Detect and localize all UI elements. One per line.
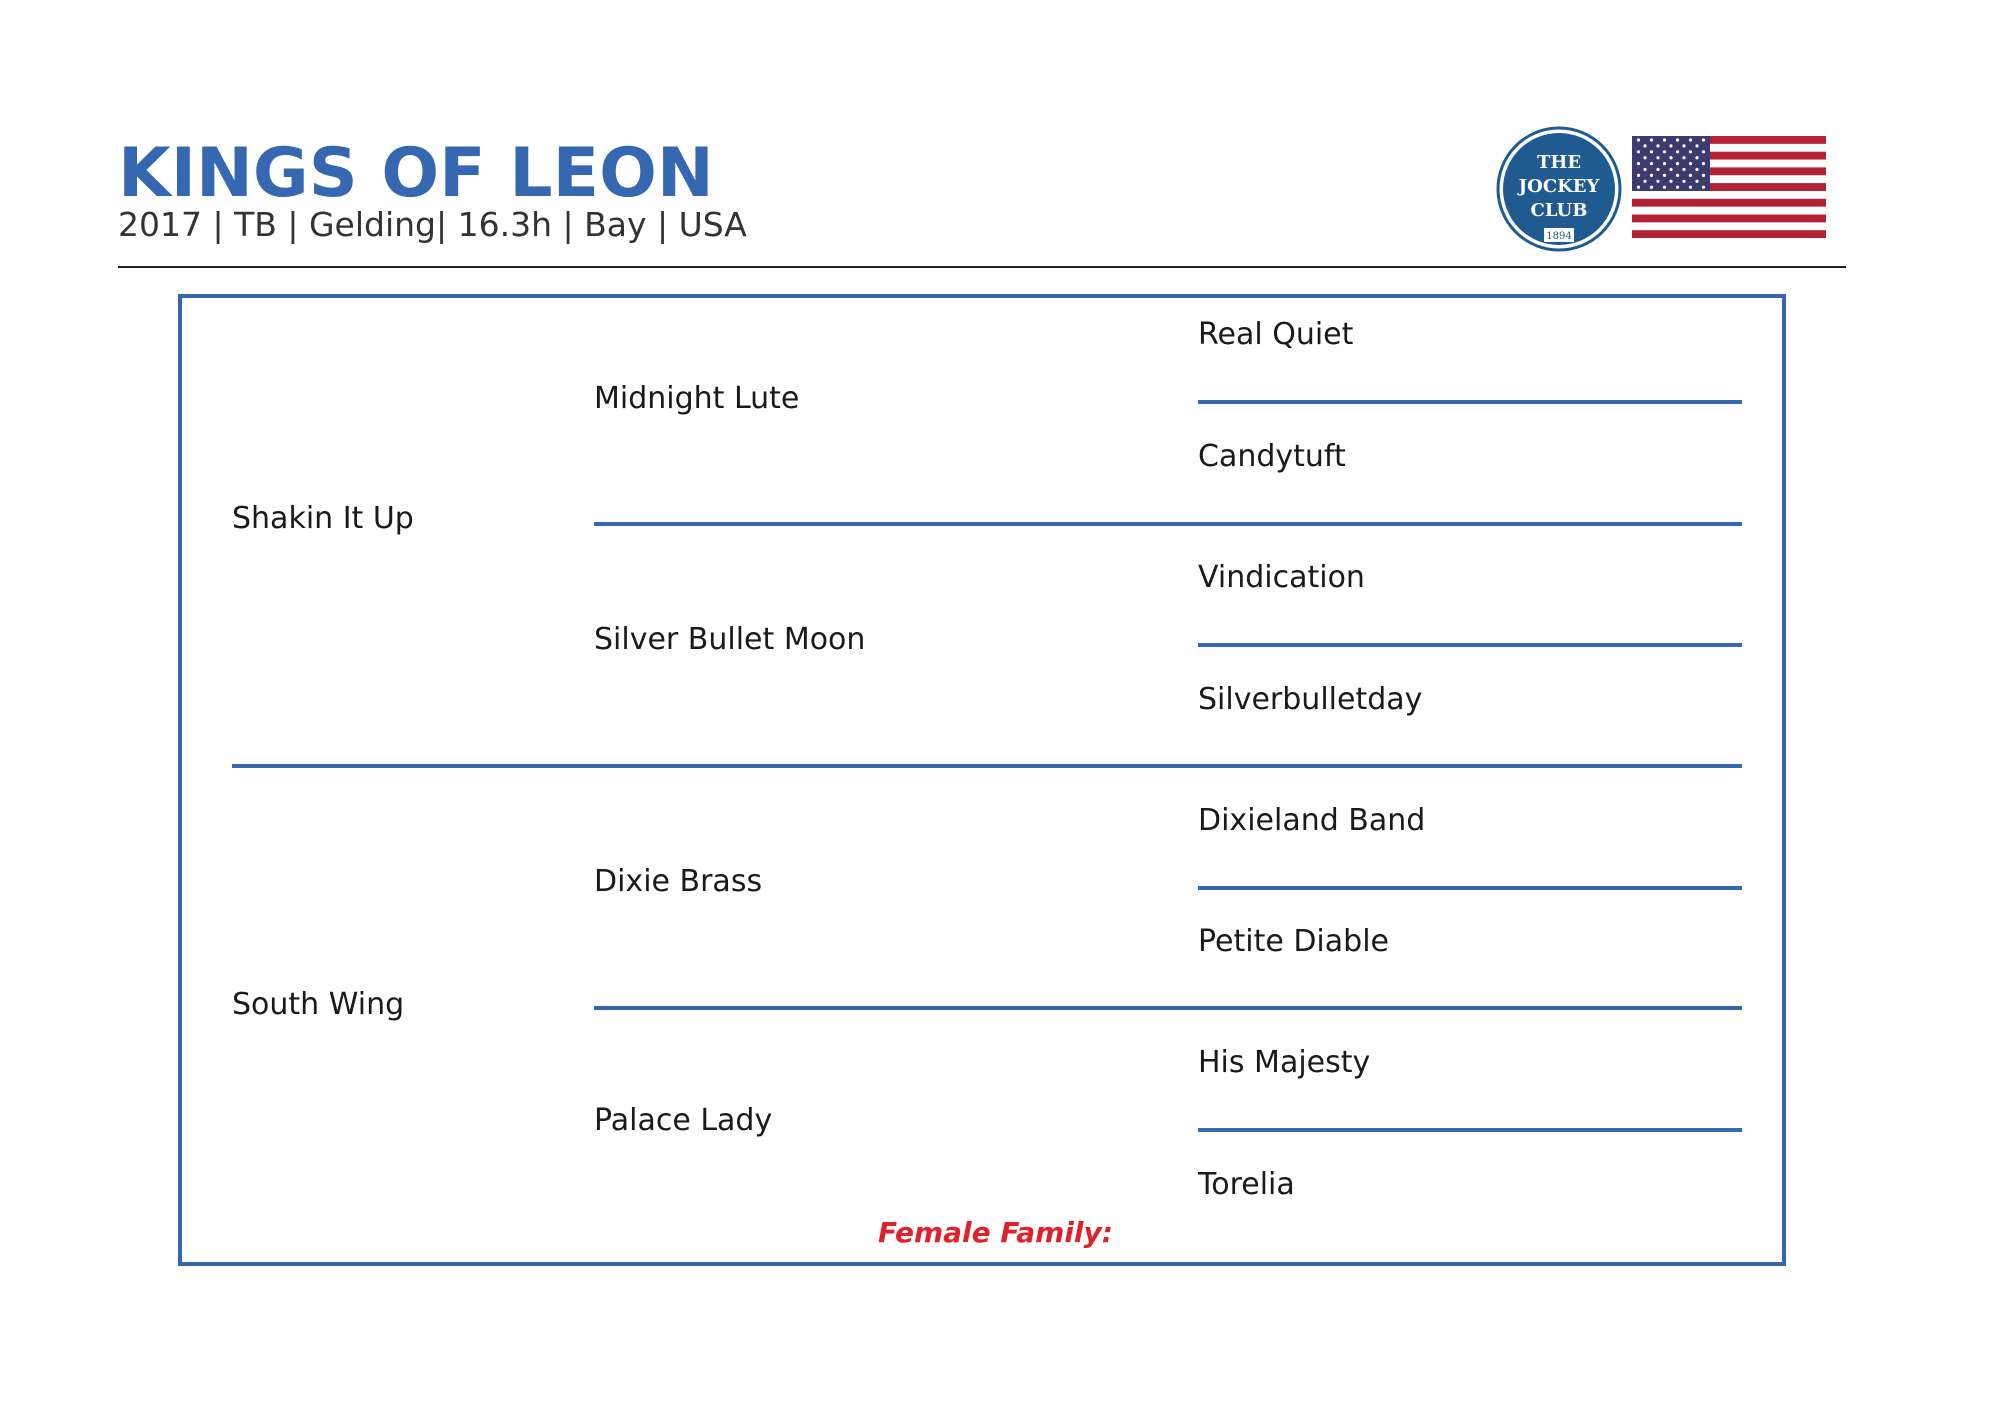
us-flag-icon (1632, 136, 1826, 238)
header-divider (118, 266, 1846, 268)
female-family-label: Female Family: (878, 1216, 1113, 1249)
ggen-name: Vindication (1198, 560, 1365, 595)
gen3-divider (1198, 643, 1742, 647)
gen2-divider (594, 1006, 1742, 1010)
gen2-divider (594, 522, 1742, 526)
sire-dam-name: Silver Bullet Moon (594, 622, 866, 657)
ggen-name: Petite Diable (1198, 924, 1389, 959)
svg-text:1894: 1894 (1546, 231, 1572, 242)
sire-name: Shakin It Up (232, 501, 414, 536)
dam-dam-name: Palace Lady (594, 1103, 773, 1138)
ggen-name: Dixieland Band (1198, 803, 1426, 838)
horse-name-title: KINGS OF LEON (118, 134, 714, 213)
gen1-divider (232, 764, 1742, 768)
jockey-club-logo (1496, 126, 1622, 252)
dam-sire-name: Dixie Brass (594, 864, 763, 899)
pedigree-chart (178, 294, 1786, 1266)
gen3-divider (1198, 886, 1742, 890)
ggen-name: His Majesty (1198, 1045, 1371, 1080)
ggen-name: Torelia (1198, 1167, 1295, 1202)
svg-text:CLUB: CLUB (1530, 200, 1588, 221)
ggen-name: Real Quiet (1198, 317, 1354, 352)
ggen-name: Candytuft (1198, 439, 1346, 474)
gen3-divider (1198, 1128, 1742, 1132)
sire-sire-name: Midnight Lute (594, 381, 800, 416)
svg-text:JOCKEY: JOCKEY (1518, 176, 1600, 197)
svg-text:THE: THE (1536, 152, 1582, 173)
gen3-divider (1198, 400, 1742, 404)
ggen-name: Silverbulletday (1198, 682, 1423, 717)
dam-name: South Wing (232, 987, 405, 1022)
horse-details: 2017 | TB | Gelding| 16.3h | Bay | USA (118, 205, 747, 244)
